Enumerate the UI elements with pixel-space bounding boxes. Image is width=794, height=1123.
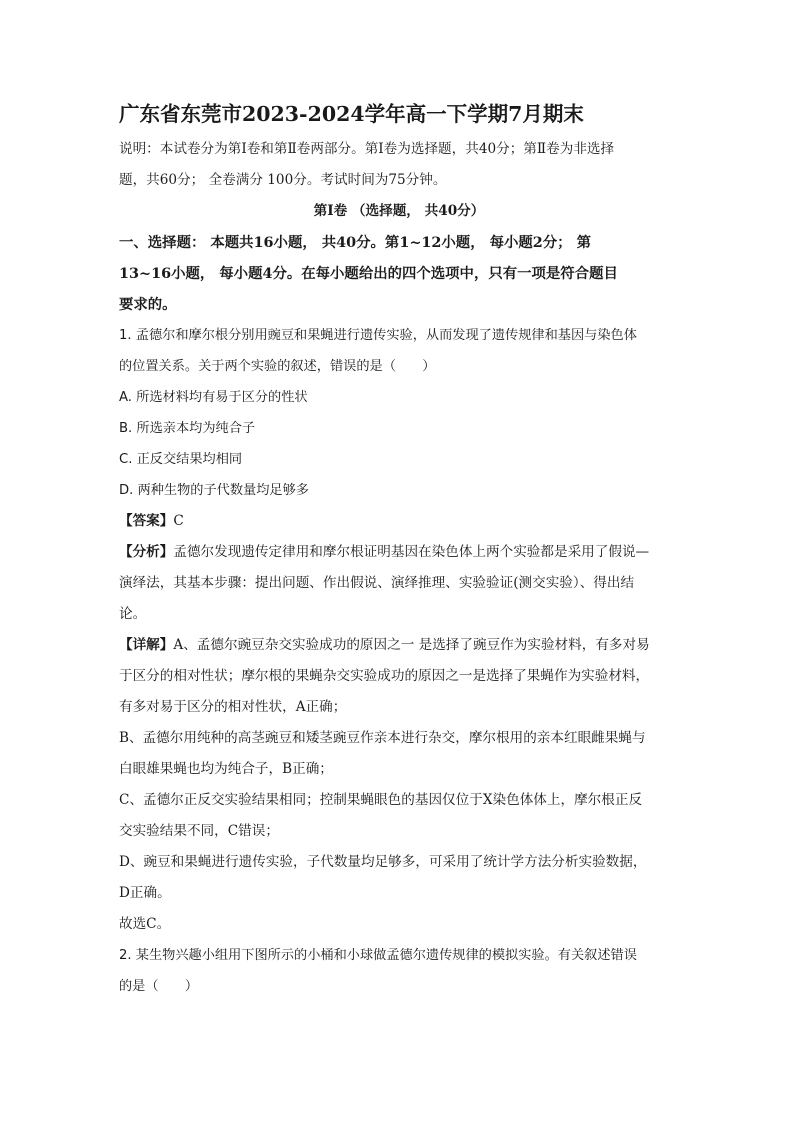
question-1-stem-line-2: 的位置关系。关于两个实验的叙述，错误的是（ ）	[119, 359, 436, 374]
analysis-text-1: 孟德尔发现遗传定律用和摩尔根证明基因在染色体上两个实验都是采用了假说—	[173, 544, 650, 560]
answer-line	[119, 506, 679, 537]
question-2-stem-line-1: 2. 某生物兴趣小组用下图所示的小桶和小球做孟德尔遗传规律的模拟实验。有关叙述错误	[119, 948, 637, 963]
question-1-option-d: D. 两种生物的子代数量均足够多	[119, 483, 309, 498]
detail-tag: 【详解】	[119, 637, 174, 653]
analysis-tag: 【分析】	[119, 544, 174, 560]
section-heading-line-1: 一、选择题： 本题共16小题， 共40分。第1~12小题， 每小题2分； 第	[119, 234, 591, 251]
document-page	[119, 100, 679, 1002]
detail-line-5: 白眼雄果蝇也均为纯合子，B正确；	[119, 761, 333, 777]
detail-text-1: A、孟德尔豌豆杂交实验成功的原因之一 是选择了豌豆作为实验材料，有多对易	[173, 637, 650, 653]
section-heading-line-3: 要求的。	[119, 296, 177, 313]
detail-line-8: D、豌豆和果蝇进行遗传实验，子代数量均足够多，可采用了统计学方法分析实验数据，	[119, 854, 647, 870]
document-title: 广东省东莞市2023-2024学年高一下学期7月期末	[119, 102, 584, 126]
section-heading-line-2: 13~16小题， 每小题4分。在每小题给出的四个选项中，只有一项是符合题目	[119, 265, 618, 282]
answer-tag: 【答案】	[119, 513, 174, 529]
question-1-stem-line-1: 1. 孟德尔和摩尔根分别用豌豆和果蝇进行遗传实验，从而发现了遗传规律和基因与染色体	[119, 328, 637, 343]
detail-line-3: 有多对易于区分的相对性状，A正确；	[119, 699, 347, 715]
intro-line-1: 说明：本试卷分为第Ⅰ卷和第Ⅱ卷两部分。第Ⅰ卷为选择题，共40分；第Ⅱ卷为非选择	[119, 141, 615, 157]
detail-line-7: 交实验结果不同，C错误；	[119, 823, 279, 839]
intro-line-2: 题，共60分； 全卷满分 100分。考试时间为75分钟。	[119, 172, 447, 188]
answer-value: C	[173, 513, 184, 529]
detail-line-6: C、孟德尔正反交实验结果相同；控制果蝇眼色的基因仅位于X染色体体上，摩尔根正反	[119, 792, 643, 808]
detail-line-9: D正确。	[119, 885, 171, 901]
analysis-line-3: 论。	[119, 606, 147, 622]
detail-line-2: 于区分的相对性状；摩尔根的果蝇杂交实验成功的原因之一是选择了果蝇作为实验材料，	[119, 668, 650, 684]
detail-line-10: 故选C。	[119, 916, 171, 932]
question-2-stem-line-2: 的是（ ）	[119, 979, 199, 994]
detail-line-4: B、孟德尔用纯种的高茎豌豆和矮茎豌豆作亲本进行杂交，摩尔根用的亲本红眼雌果蝇与	[119, 730, 646, 746]
analysis-line-1	[119, 537, 679, 568]
question-1-option-a: A. 所选材料均有易于区分的性状	[119, 390, 308, 405]
analysis-line-2: 演绎法，其基本步骤：提出问题、作出假说、演绎推理、实验验证(测交实验）、得出结	[119, 575, 635, 591]
question-1-option-c: C. 正反交结果均相同	[119, 452, 243, 467]
question-1-option-b: B. 所选亲本均为纯合子	[119, 421, 256, 436]
detail-line-1	[119, 630, 679, 661]
part-heading: 第Ⅰ卷 （选择题， 共40分）	[313, 203, 485, 219]
